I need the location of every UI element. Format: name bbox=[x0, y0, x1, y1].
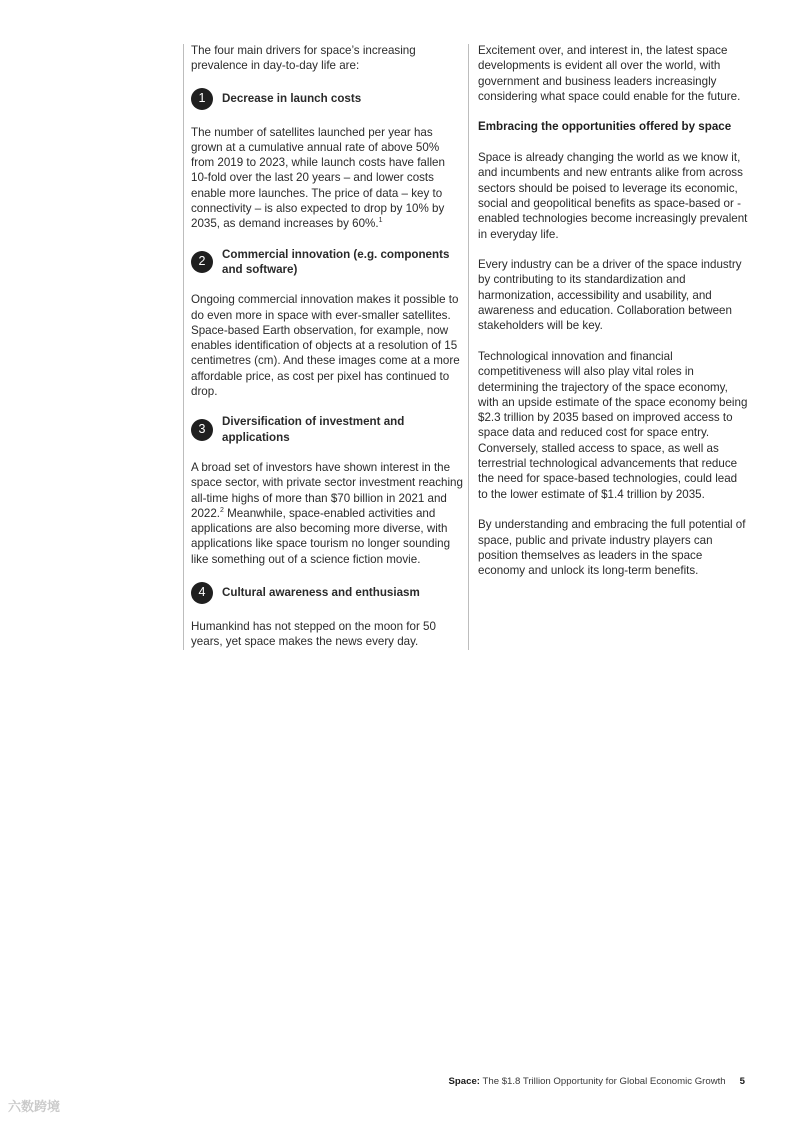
right-paragraph-1: Excitement over, and interest in, the latest space developments is evident all over the world, with government and business leaders increasingly considering what space could enable for the future. bbox=[478, 44, 741, 103]
driver-heading-3 bbox=[191, 414, 463, 445]
column-divider-rule bbox=[468, 44, 469, 650]
right-column bbox=[478, 43, 748, 578]
right-paragraph-2: Space is already changing the world as we know it, and incumbents and new entrants alike from across sectors should be poised to leverage its economic, social and geopolitical benefits as space-based or -enabled technologies become increasingly prevalent in everyday life. bbox=[478, 151, 748, 241]
right-paragraph-4: Technological innovation and financial competitiveness will also play vital roles in determining the trajectory of the space economy, with an upside estimate of the space economy being $2.3 trillion by 2035 based on improved access to space data and reduced cost for space entry. Conversely, stalled access to space, as well as terrestrial technological advancements that reduce the need for space-based technologies, could lead to the lower estimate of $1.4 trillion by 2035. bbox=[478, 349, 748, 501]
footer-brand: Space: bbox=[448, 1076, 480, 1087]
left-column bbox=[191, 43, 463, 650]
driver-body-1: The number of satellites launched per year has grown at a cumulative annual rate of above 50% from 2019 to 2023, while launch costs have fallen 10-fold over the last 20 years – and lower costs enable more launches. The price of data – key to connectivity – is also expected to drop by 10% by 2035, as demand increases by 60%.$^1$ bbox=[191, 125, 445, 231]
left-column-rule bbox=[183, 44, 184, 650]
section-heading: Embracing the opportunities offered by space bbox=[478, 120, 732, 134]
number-badge-4: 4 bbox=[191, 582, 213, 604]
watermark-logo: 六数跨境 bbox=[8, 1099, 61, 1114]
footer-title: The $1.8 Trillion Opportunity for Global Economic Growth bbox=[480, 1076, 726, 1087]
number-badge-1: 1 bbox=[191, 88, 213, 110]
page-number: 5 bbox=[739, 1076, 745, 1087]
driver-heading-1 bbox=[191, 88, 463, 110]
footnote-ref-2: 2 bbox=[220, 506, 224, 514]
driver-title-2: Commercial innovation (e.g. components and software) bbox=[222, 247, 450, 276]
number-badge-3: 3 bbox=[191, 419, 213, 441]
number-badge-2: 2 bbox=[191, 251, 213, 273]
driver-title-3: Diversification of investment and applications bbox=[222, 415, 405, 444]
right-paragraph-3: Every industry can be a driver of the space industry by contributing to its standardization and harmonization, accessibility and usability, and awareness and education. Collaboration between stakeholders will be key. bbox=[478, 258, 742, 333]
driver-heading-2 bbox=[191, 247, 463, 278]
page-footer bbox=[449, 1076, 745, 1087]
intro-paragraph: The four main drivers for space’s increasing prevalence in day-to-day life are: bbox=[191, 44, 416, 73]
driver-body-2: Ongoing commercial innovation makes it possible to do even more in space with ever-smaller satellites. Space-based Earth observation, for example, now enables identification of objects at a resolution of 15 centimetres (cm). And these images come at a more affordable price, as cost per pixel has continued to drop. bbox=[191, 293, 460, 399]
driver-heading-4 bbox=[191, 582, 463, 604]
footnote-ref-1: 1 bbox=[378, 217, 383, 225]
driver-title-4: Cultural awareness and enthusiasm bbox=[222, 586, 420, 600]
driver-body-4: Humankind has not stepped on the moon for 50 years, yet space makes the news every day. bbox=[191, 620, 436, 649]
driver-title-1: Decrease in launch costs bbox=[222, 91, 362, 105]
driver-body-3: A broad set of investors have shown interest in the space sector, with private sector investment reaching all-time highs of more than $70 billion in 2021 and 2022.$^2$ Meanwhile, space-enabled activities and applications are also becoming more diverse, with applications like space tourism no longer sounding like something out of a science fiction movie. bbox=[191, 460, 463, 566]
right-paragraph-5: By understanding and embracing the full potential of space, public and private industry players can position themselves as leaders in the space economy and unlock its long-term benefits. bbox=[478, 518, 746, 578]
